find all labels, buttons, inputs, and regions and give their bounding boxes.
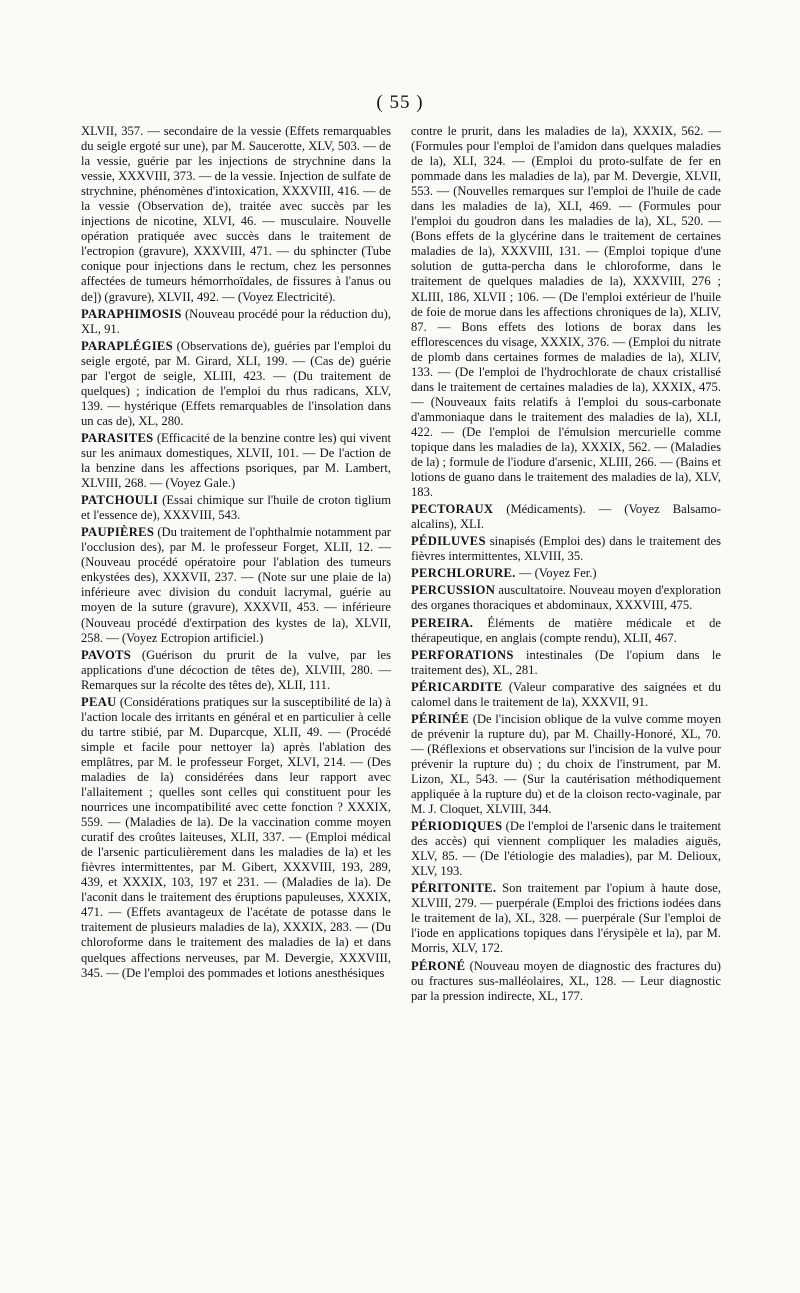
entry-text: — (Voyez Fer.): [515, 566, 597, 581]
entry-text: (Du traitement de l'ophthalmie notamment par l'occlusion des), par M. le professeur Forget, XLII, 12. — (Nouveau procédé opératoire pour l'ablation des tumeurs enkystées des), XXXVII, 237. — (Note sur une plaie de la) inférieure avec division du conduit lacrymal, guérie au moyen de la suture (gravure), XXXVII, 453. — inférieure (Nouveau procédé d'extirpation des kystes de la), XLVII, 258. — (Voyez Ectropion artificiel.): [81, 525, 391, 645]
index-entry: [81, 339, 391, 429]
index-entry: [411, 566, 721, 581]
entry-headword: PARASITES: [81, 430, 154, 445]
entry-headword: PERCHLORURE.: [411, 566, 516, 581]
entry-headword: PEREIRA.: [411, 615, 474, 630]
entry-headword: PECTORAUX: [411, 502, 494, 517]
right-column: [411, 124, 721, 1006]
entry-headword: PÉRINÉE: [411, 711, 470, 726]
page-number: ( 55 ): [376, 92, 424, 113]
index-entry: [411, 712, 721, 817]
index-entry: [81, 493, 391, 523]
entry-text: XLVII, 357. — secondaire de la vessie (Effets remarquables du seigle ergoté sur une), par M. Saucerotte, XLV, 503. — de la vessie, guérie par les injections de strychnine dans la vessie, XXXVIII, 373. — de la vessie. Injection de sulfate de strychnine, phénomènes d'intoxication, XXXVIII, 416. — de la vessie (Observation de), traitée avec succès par les injections de nicotine, XLVI, 46. — musculaire. Nouvelle opération pratiquée avec succès dans le traitement de l'ectropion (gravure), XXXVIII, 471. — du sphincter (Tube conique pour injections dans le rectum, chez les personnes affectées de tumeurs hémorrhoïdales, de fissures à l'anus ou de]) (gravure), XLVII, 492. — (Voyez Electricité).: [81, 124, 391, 304]
entry-text: (Considérations pratiques sur la susceptibilité de la) à l'action locale des irritants en général et en particulier à celle du tartre stibié, par M. Duparcque, XLII, 49. — (Procédé simple et facile pour nettoyer la) après l'ablation des emplâtres, par M. le professeur Forget, XLVI, 214. — (Des maladies de la) considérées dans leur rapport avec l'allaitement ; quelles sont celles qui constituent pour les nourrices une incompatibilité avec cette fonction ? XXXIX, 559. — (Maladies de la). De la vaccination comme moyen curatif des croûtes laiteuses, XLII, 337. — (Emploi médical de l'arsenic particulièrement dans les maladies de la) et les fièvres intermittentes, par M. Gibert, XXXVIII, 193, 289, 439, et XXXIX, 103, 197 et 231. — (Maladies de la). De l'aconit dans le traitement des éruptions papuleuses, XXXIX, 471. — (Effets avantageux de l'acétate de potasse dans le traitement de plusieurs maladies de la), XXXIX, 283. — (Du chloroforme dans le traitement des maladies de la) et dans quelques affections nerveuses, par M. Devergie, XXXVIII, 345. — (De l'emploi des pommades et lotions anesthésiques: [81, 694, 391, 980]
index-entry: [81, 124, 391, 305]
index-entry: [81, 695, 391, 981]
index-entry: [411, 680, 721, 710]
index-entry: [81, 525, 391, 645]
entry-text: sinapisés (Emploi des) dans le traitement des fièvres intermittentes, XLVIII, 35.: [411, 534, 721, 564]
entry-headword: PAUPIÈRES: [81, 525, 155, 540]
index-entry: [411, 534, 721, 564]
entry-headword: PERFORATIONS: [411, 647, 514, 662]
entry-headword: PÉRIODIQUES: [411, 819, 503, 834]
entry-headword: PÉRICARDITE: [411, 679, 503, 694]
index-entry: [411, 124, 721, 500]
index-entry: [411, 648, 721, 678]
entry-text: (Nouveau procédé pour la réduction du), XL, 91.: [81, 306, 391, 336]
entry-text: contre le prurit, dans les maladies de la), XXXIX, 562. — (Formules pour l'emploi de l'amidon dans quelques maladies de la), XLI, 324. — (Emploi du proto-sulfate de fer en pommade dans les maladies de la), par M. Devergie, XLVII, 553. — (Nouvelles remarques sur l'emploi de l'huile de cade dans les maladies de la), XLI, 469. — (Formules pour l'emploi du goudron dans les maladies de la), XL, 520. — (Bons effets de la glycérine dans le traitement de certaines maladies de la), XXXVIII, 131. — (Emploi topique d'une solution de gutta-percha dans le chloroforme, dans le traitement de quelques maladies de la), XXXVIII, 276 ; XLIII, 186, XLVII ; 106. — (De l'emploi extérieur de l'huile de foie de morue dans les affections chroniques de la), XLIV, 87. — Bons effets des lotions de borax dans les efflorescences du visage, XXXIX, 376. — (Emploi du nitrate de plomb dans certaines formes de maladies de la), XLIV, 133. — (De l'emploi de l'hydrochlorate de chaux cristallisé dans le traitement de certaines maladies de la), XXXIX, 475. — (Nouveaux faits relatifs à l'emploi du sous-carbonate d'ammoniaque dans le traitement des maladies de la), XLI, 422. — (De l'emploi de l'émulsion mercurielle comme topique dans les maladies de la), XXXIX, 562. — (Maladies de la) ; formule de l'iodure d'arsenic, XLIII, 266. — (Bains et lotions de guano dans le traitement des maladies de la), XLV, 183.: [411, 124, 721, 500]
index-entry: [81, 307, 391, 337]
entry-headword: PÉRONÉ: [411, 958, 466, 973]
entry-headword: PERCUSSION: [411, 583, 496, 598]
entry-text: (Efficacité de la benzine contre les) qui vivent sur les animaux domestiques, XLVII, 101. — De l'action de la benzine dans les affections psoriques, par M. Lambert, XLVIII, 268. — (Voyez Gale.): [81, 430, 391, 491]
index-entry: [81, 648, 391, 693]
entry-text: (Observations de), guéries par l'emploi du seigle ergoté, par M. Girard, XLI, 199. — (Cas de) guérie par l'ergot de seigle, XLIII, 423. — (Du traitement de quelques) ; indication de l'emploi du rhus radicans, XLV, 139. — hystérique (Effets remarquables de l'insolation dans un cas de), XL, 280.: [81, 338, 391, 428]
entry-text: intestinales (De l'opium dans le traitement des), XL, 281.: [411, 647, 721, 677]
entry-headword: PÉDILUVES: [411, 534, 486, 549]
entry-text: Son traitement par l'opium à haute dose, XLVIII, 279. — puerpérale (Emploi des frictions iodées dans le traitement de la), XL, 328. — puerpérale (Sur l'emploi de l'iode en applications topiques dans l'érysipèle et la), par M. Morris, XLV, 172.: [411, 881, 721, 956]
index-entry: [411, 616, 721, 646]
entry-headword: PAVOTS: [81, 647, 132, 662]
entry-text: auscultatoire. Nouveau moyen d'exploration des organes thoraciques et abdominaux, XXXVIII, 475.: [411, 583, 721, 613]
entry-text: (De l'incision oblique de la vulve comme moyen de prévenir la rupture du), par M. Chailly-Honoré, XL, 70. — (Réflexions et observations sur l'incision de la vulve pour prévenir la rupture du) ; du choix de l'instrument, par M. Lizon, XL, 543. — (Sur la cautérisation méthodiquement appliquée à la rupture du) et de la cloison recto-vaginale, par M. J. Cloquet, XLVIII, 344.: [411, 711, 721, 817]
entry-text: (Médicaments). — (Voyez Balsamo-alcalins), XLI.: [411, 502, 721, 532]
entry-text: (De l'emploi de l'arsenic dans le traitement des accès) qui viennent compliquer les maladies aiguës, XLV, 85. — (De l'étiologie des maladies), par M. Delioux, XLV, 193.: [411, 819, 721, 879]
entry-headword: PEAU: [81, 694, 117, 709]
index-entry: [411, 502, 721, 532]
entry-text: (Guérison du prurit de la vulve, par les applications d'une décoction de têtes de), XLVIII, 280. — Remarques sur la récolte des têtes de), XLII, 111.: [81, 647, 391, 692]
entry-text: (Nouveau moyen de diagnostic des fractures du) ou fractures sus-malléolaires, XL, 128. — Leur diagnostic par la pression indirecte, XL, 177.: [411, 958, 721, 1003]
left-column: [81, 124, 391, 983]
entry-text: (Essai chimique sur l'huile de croton tiglium et l'essence de), XXXVIII, 543.: [81, 493, 391, 523]
entry-text: Éléments de matière médicale et de thérapeutique, en anglais (compte rendu), XLII, 467.: [411, 615, 721, 645]
entry-headword: PÉRITONITE.: [411, 881, 497, 896]
entry-headword: PATCHOULI: [81, 493, 159, 508]
index-entry: [81, 431, 391, 491]
index-entry: [411, 583, 721, 613]
index-entry: [411, 881, 721, 956]
entry-headword: PARAPHIMOSIS: [81, 306, 182, 321]
entry-headword: PARAPLÉGIES: [81, 338, 173, 353]
index-entry: [411, 959, 721, 1004]
entry-text: (Valeur comparative des saignées et du calomel dans le traitement de la), XXXVII, 91.: [411, 679, 721, 709]
index-entry: [411, 819, 721, 879]
